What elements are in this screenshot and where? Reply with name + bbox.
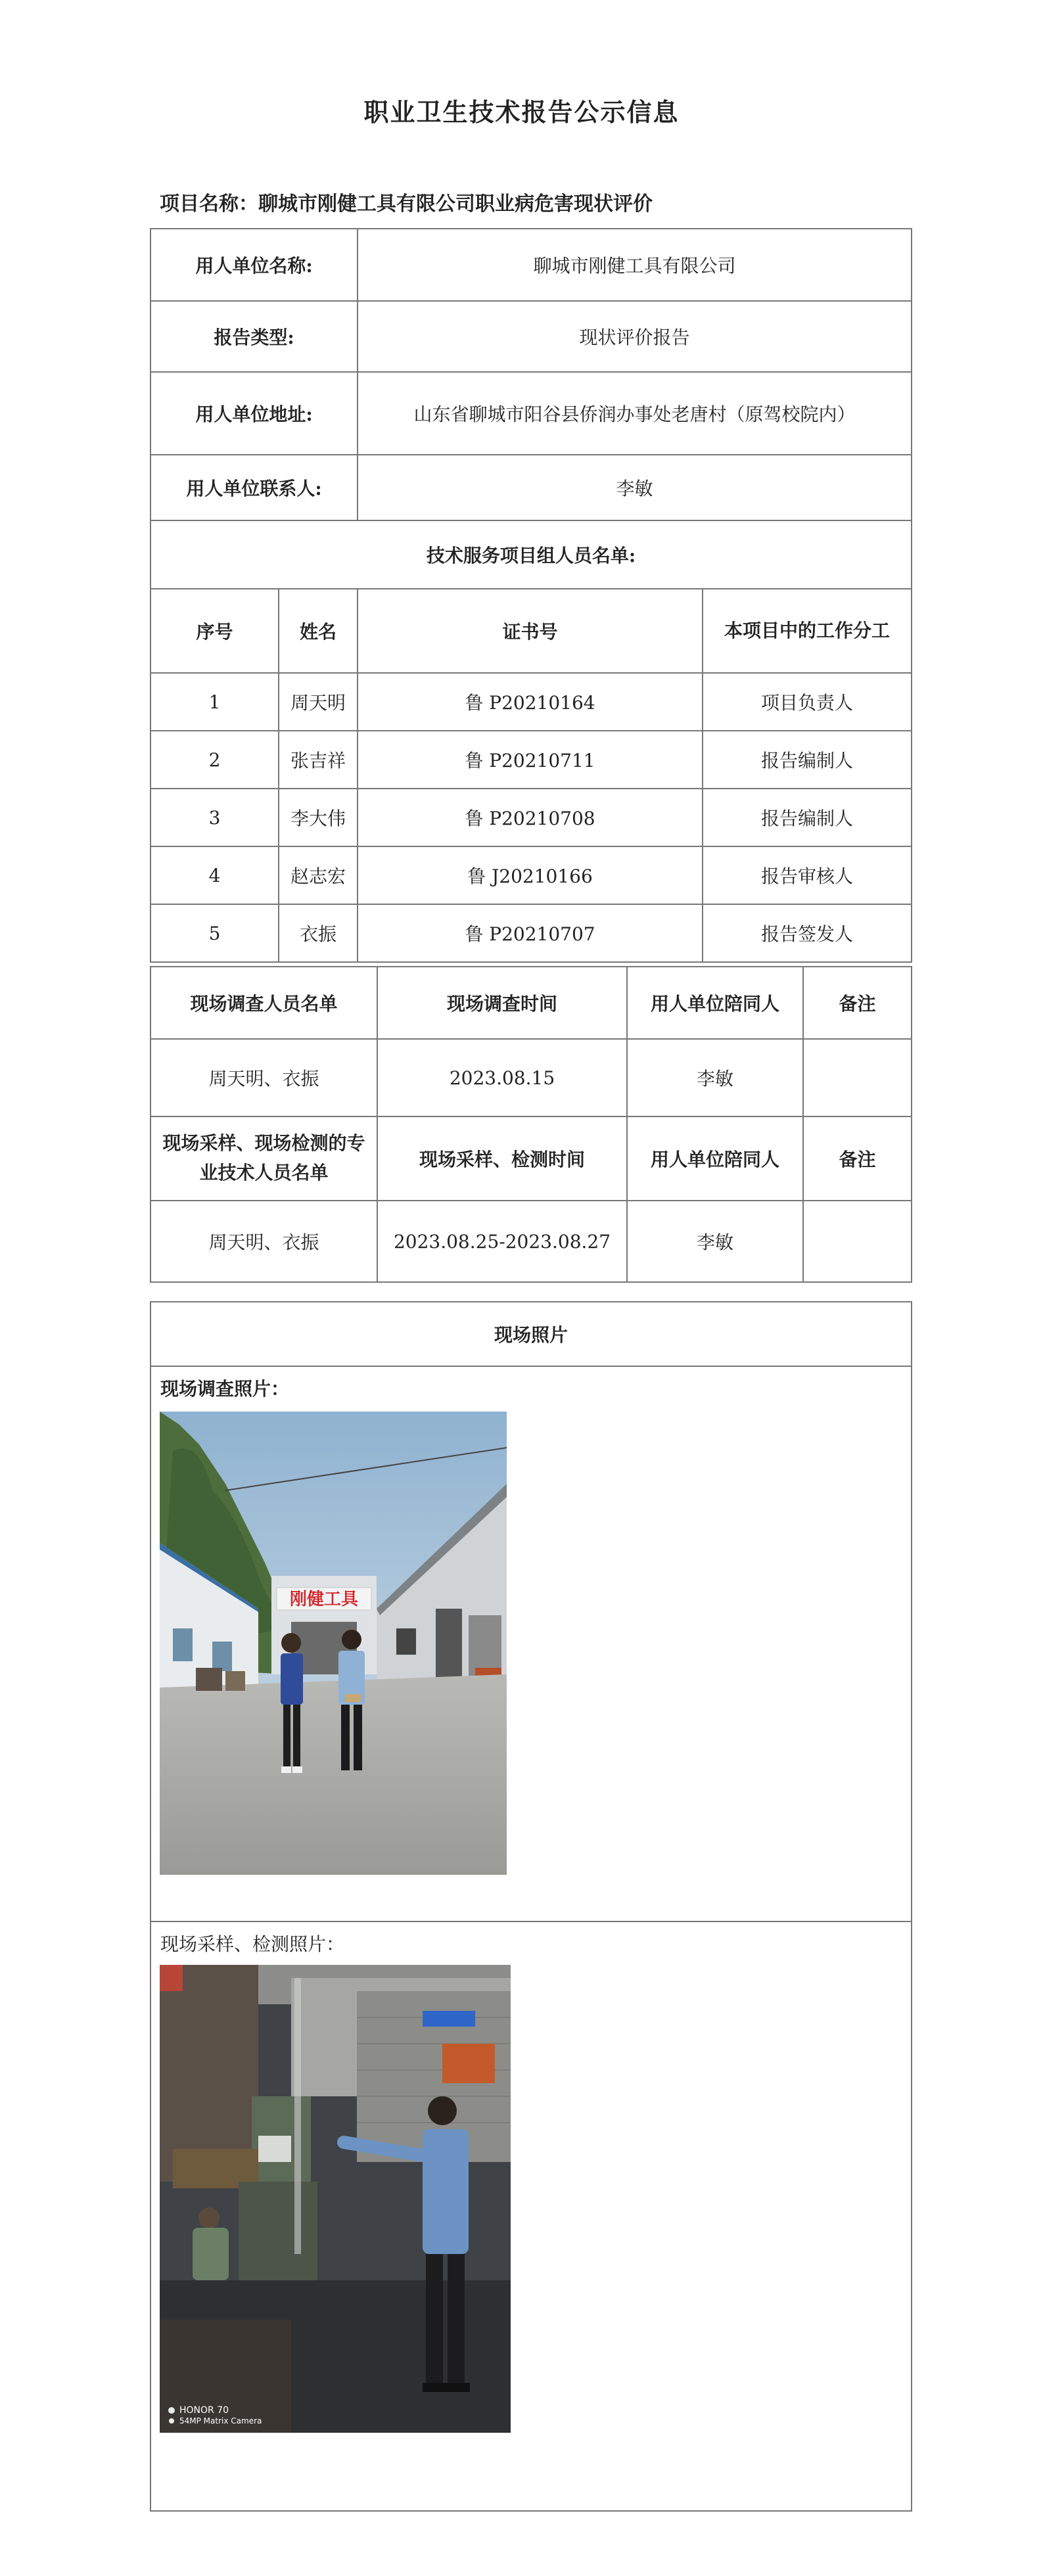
unit-address-value: 山东省聊城市阳谷县侨润办事处老唐村（原驾校院内） bbox=[358, 372, 912, 455]
project-name: 项目名称：聊城市刚健工具有限公司职业病危害现状评价 bbox=[160, 193, 653, 216]
team-cell: 李大伟 bbox=[279, 789, 358, 846]
survey-escort: 李敏 bbox=[627, 1039, 803, 1116]
sampling-header-people: 现场采样、现场检测的专业技术人员名单 bbox=[151, 1116, 377, 1201]
team-cell: 报告签发人 bbox=[703, 904, 912, 962]
team-cell: 周天明 bbox=[279, 673, 358, 731]
survey-remark bbox=[803, 1039, 912, 1116]
survey-photo-label: 现场调查照片： bbox=[151, 1366, 912, 1921]
team-cell: 报告审核人 bbox=[703, 846, 912, 904]
camera-watermark-lens: 54MP Matrix Camera bbox=[179, 2416, 262, 2426]
table-row bbox=[151, 731, 912, 789]
team-cell: 赵志宏 bbox=[279, 846, 358, 904]
sampling-header-remark: 备注 bbox=[803, 1116, 912, 1201]
survey-header-remark: 备注 bbox=[803, 967, 912, 1039]
unit-address-label: 用人单位地址: bbox=[151, 372, 358, 455]
contact-value: 李敏 bbox=[358, 455, 912, 520]
document-title: 职业卫生技术报告公示信息 bbox=[363, 97, 680, 127]
team-header-cert: 证书号 bbox=[358, 589, 703, 673]
team-heading: 技术服务项目组人员名单: bbox=[151, 520, 912, 589]
team-cell: 项目负责人 bbox=[703, 673, 912, 731]
report-type-value: 现状评价报告 bbox=[358, 301, 912, 372]
team-cell: 4 bbox=[151, 846, 279, 904]
report-type-label: 报告类型: bbox=[151, 301, 358, 372]
sampling-time: 2023.08.25-2023.08.27 bbox=[377, 1201, 627, 1282]
survey-header-time: 现场调查时间 bbox=[377, 967, 627, 1039]
table-row bbox=[151, 789, 912, 846]
survey-header-people: 现场调查人员名单 bbox=[151, 967, 377, 1039]
camera-watermark-model: HONOR 70 bbox=[179, 2405, 229, 2416]
team-cell: 鲁 P20210164 bbox=[358, 673, 703, 731]
team-cell: 鲁 P20210711 bbox=[358, 731, 703, 789]
sampling-escort: 李敏 bbox=[627, 1201, 803, 1282]
team-cell: 报告编制人 bbox=[703, 731, 912, 789]
contact-label: 用人单位联系人: bbox=[151, 455, 358, 520]
sampling-remark bbox=[803, 1201, 912, 1282]
survey-people: 周天明、衣振 bbox=[151, 1039, 377, 1116]
survey-header-escort: 用人单位陪同人 bbox=[627, 967, 803, 1039]
table-row bbox=[151, 846, 912, 904]
team-header-no: 序号 bbox=[151, 589, 279, 673]
sampling-header-escort: 用人单位陪同人 bbox=[627, 1116, 803, 1201]
team-header-name: 姓名 bbox=[279, 589, 358, 673]
team-cell: 2 bbox=[151, 731, 279, 789]
survey-photo bbox=[160, 1412, 507, 1875]
team-cell: 衣振 bbox=[279, 904, 358, 962]
unit-name-value: 聊城市刚健工具有限公司 bbox=[358, 229, 912, 301]
team-header-role: 本项目中的工作分工 bbox=[703, 589, 912, 673]
team-cell: 鲁 P20210708 bbox=[358, 789, 703, 846]
table-row bbox=[151, 904, 912, 962]
team-cell: 3 bbox=[151, 789, 279, 846]
factory-sign: 刚健工具 bbox=[289, 1590, 359, 1609]
photos-heading: 现场照片 bbox=[151, 1302, 912, 1366]
sampling-header-time: 现场采样、检测时间 bbox=[377, 1116, 627, 1201]
team-cell: 鲁 P20210707 bbox=[358, 904, 703, 962]
sampling-photo bbox=[160, 1965, 511, 2433]
team-cell: 5 bbox=[151, 904, 279, 962]
sampling-photo-label: 现场采样、检测照片： bbox=[151, 1921, 912, 2511]
sampling-people: 周天明、衣振 bbox=[151, 1201, 377, 1282]
unit-name-label: 用人单位名称: bbox=[151, 229, 358, 301]
team-cell: 鲁 J20210166 bbox=[358, 846, 703, 904]
info-table bbox=[150, 228, 912, 963]
team-cell: 张吉祥 bbox=[279, 731, 358, 789]
team-cell: 报告编制人 bbox=[703, 789, 912, 846]
team-cell: 1 bbox=[151, 673, 279, 731]
survey-table bbox=[150, 966, 912, 1283]
table-row bbox=[151, 673, 912, 731]
survey-time: 2023.08.15 bbox=[377, 1039, 627, 1116]
